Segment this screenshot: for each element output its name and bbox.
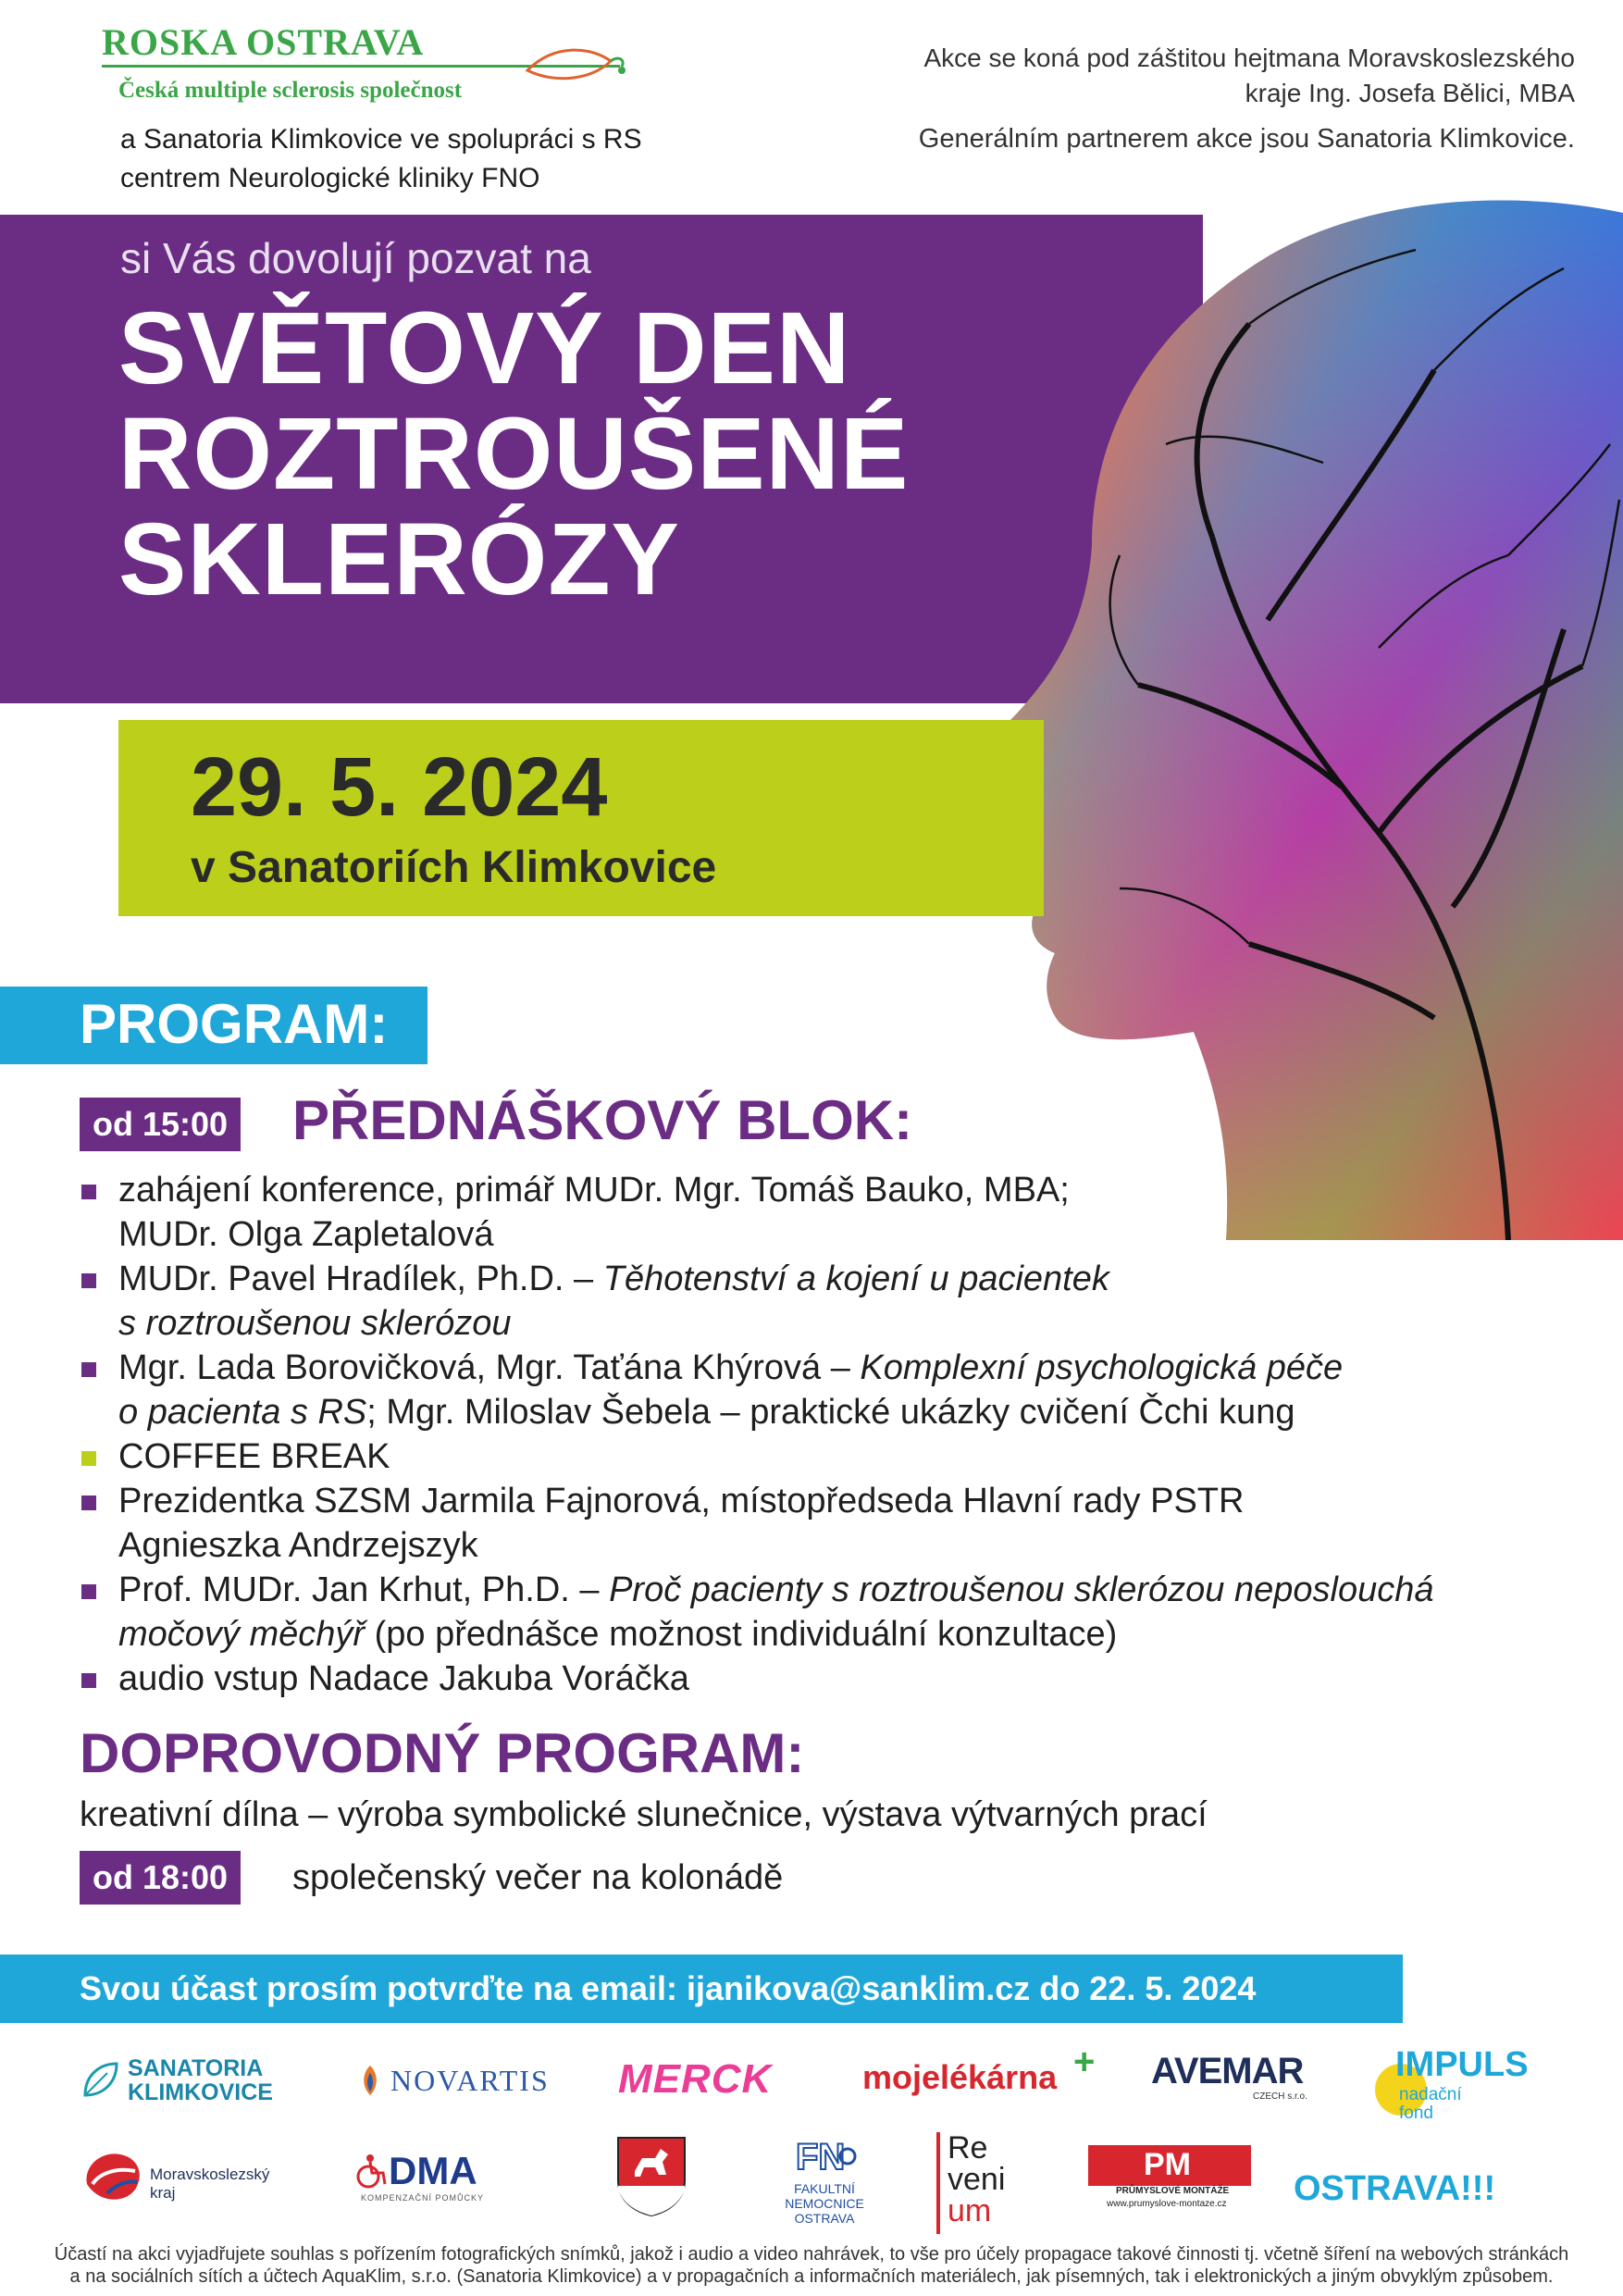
- event-venue: v Sanatoriích Klimkovice: [191, 843, 717, 892]
- program-item: MUDr. Pavel Hradílek, Ph.D. – Těhotenství a kojení u pacientek s roztroušenou sklerózou: [80, 1257, 1560, 1346]
- event-title-line-2: ROZTROUŠENÉ: [118, 397, 910, 511]
- bullet-square-icon: [81, 1673, 96, 1688]
- program-item-coffee-break: COFFEE BREAK: [80, 1434, 1560, 1479]
- bullet-square-icon: [81, 1362, 96, 1377]
- plus-icon: +: [1073, 2042, 1096, 2082]
- program-list: [80, 1168, 1560, 1701]
- moravskoslezsky-kraj-logo: Moravskoslezský kraj: [80, 2147, 292, 2212]
- general-partner-text: Generálním partnerem akce jsou Sanatoria Klimkovice.: [918, 124, 1575, 154]
- program-label: PROGRAM:: [80, 993, 389, 1055]
- patron-line-2: kraje Ing. Josefa Bělici, MBA: [1245, 79, 1575, 107]
- lecture-time-badge: od 15:00: [80, 1098, 241, 1151]
- event-title-line-1: SVĚTOVÝ DEN: [118, 292, 851, 405]
- fno-monogram-icon: [792, 2132, 857, 2177]
- leaf-icon: [80, 2060, 120, 2101]
- accompanying-program-title: DOPROVODNÝ PROGRAM:: [80, 1722, 805, 1784]
- sanatoria-klimkovice-logo: SANATORIA KLIMKOVICE: [80, 2053, 311, 2108]
- bullet-square-icon: [81, 1496, 96, 1510]
- logo-title: ROSKA OSTRAVA: [102, 21, 425, 63]
- dma-logo: DMA KOMPENZAČNÍ POMŮCKY: [352, 2149, 518, 2204]
- wheelchair-icon: [352, 2153, 389, 2190]
- disclaimer: Účastí na akci vyjadřujete souhlas s pořízením fotografických snímků, jakož i audio a video nahrávek, to vše pro účely propagace takové činnosti tj. včetně šíření na webových stránkách a na sociálních sítích a účtech AquaKlim, s.r.o. (Sanatoria Klimkovice) a v propagačních a informačních materiálech, jak písemných, tak i elektronických a jiným obvyklým způsobem.: [54, 2244, 1569, 2287]
- bullet-square-icon: [81, 1185, 96, 1199]
- program-item: Prezidentka SZSM Jarmila Fajnorová, místopředseda Hlavní rady PSTR Agnieszka Andrzejszyk: [80, 1479, 1560, 1568]
- region-shape-icon: [80, 2147, 146, 2206]
- avemar-logo: AVEMAR CZECH s.r.o.: [1151, 2051, 1307, 2102]
- novartis-logo: NOVARTIS: [357, 2060, 579, 2101]
- bullet-square-icon: [81, 1584, 96, 1599]
- invitation-text: si Vás dovolují pozvat na: [120, 234, 591, 282]
- prumyslove-montaze-logo: PM PRŮMYSLOVÉ MONTÁŽE www.prumyslove-montaze.cz: [1088, 2145, 1255, 2212]
- flame-icon: [357, 2064, 383, 2097]
- program-item: Mgr. Lada Borovičková, Mgr. Taťána Khýrová – Komplexní psychologická péče o pacienta s RS; Mgr. Miloslav Šebela – praktické ukázky cvičení Čchi kung: [80, 1346, 1560, 1434]
- merck-logo: MERCK: [618, 2056, 773, 2102]
- event-date: 29. 5. 2024: [191, 741, 608, 834]
- evening-text: společenský večer na kolonádě: [292, 1858, 784, 1897]
- event-title-line-3: SKLERÓZY: [118, 503, 680, 616]
- partner-line-2: centrem Neurologické kliniky FNO: [120, 163, 540, 193]
- bullet-square-icon: [81, 1451, 96, 1466]
- rsvp-text[interactable]: Svou účast prosím potvrďte na email: ijanikova@sanklim.cz do 22. 5. 2024: [80, 1969, 1257, 2007]
- lecture-block-title: PŘEDNÁŠKOVÝ BLOK:: [292, 1089, 913, 1151]
- revenium-logo: Re veni um: [936, 2132, 1049, 2234]
- program-item: zahájení konference, primář MUDr. Mgr. Tomáš Bauko, MBA; MUDr. Olga Zapletalová: [80, 1168, 1560, 1257]
- event-title: [118, 292, 910, 616]
- fno-logo: FN FAKULTNÍ NEMOCNICE OSTRAVA: [774, 2132, 875, 2234]
- patronage-text: [872, 41, 1575, 111]
- colorful-head-illustration: [861, 185, 1623, 1240]
- klimkovice-coat-of-arms-icon: [614, 2134, 688, 2217]
- program-item: audio vstup Nadace Jakuba Voráčka: [80, 1657, 1560, 1701]
- impuls-logo: IMPULS nadační fond: [1375, 2043, 1532, 2127]
- mojelekarna-logo: mojelékárna +: [862, 2042, 1096, 2096]
- leaf-logo-icon: [518, 43, 629, 98]
- patron-line-1: Akce se koná pod záštitou hejtmana Moravskoslezského: [923, 43, 1575, 72]
- partner-line-1: a Sanatoria Klimkovice ve spolupráci s RS: [120, 124, 642, 155]
- evening-time-badge: od 18:00: [80, 1851, 241, 1905]
- partner-text: [120, 120, 642, 198]
- svg-text:FN: FN: [796, 2137, 846, 2177]
- ostrava-logo: OSTRAVA!!!: [1294, 2169, 1496, 2208]
- program-item: Prof. MUDr. Jan Krhut, Ph.D. – Proč pacienty s roztroušenou sklerózou neposlouchá močový měchýř (po přednášce možnost individuální konzultace): [80, 1568, 1560, 1657]
- logo-subtitle: Česká multiple sclerosis společnost: [118, 78, 463, 103]
- accompanying-program-text: kreativní dílna – výroba symbolické slunečnice, výstava výtvarných prací: [80, 1795, 1208, 1834]
- bullet-square-icon: [81, 1273, 96, 1288]
